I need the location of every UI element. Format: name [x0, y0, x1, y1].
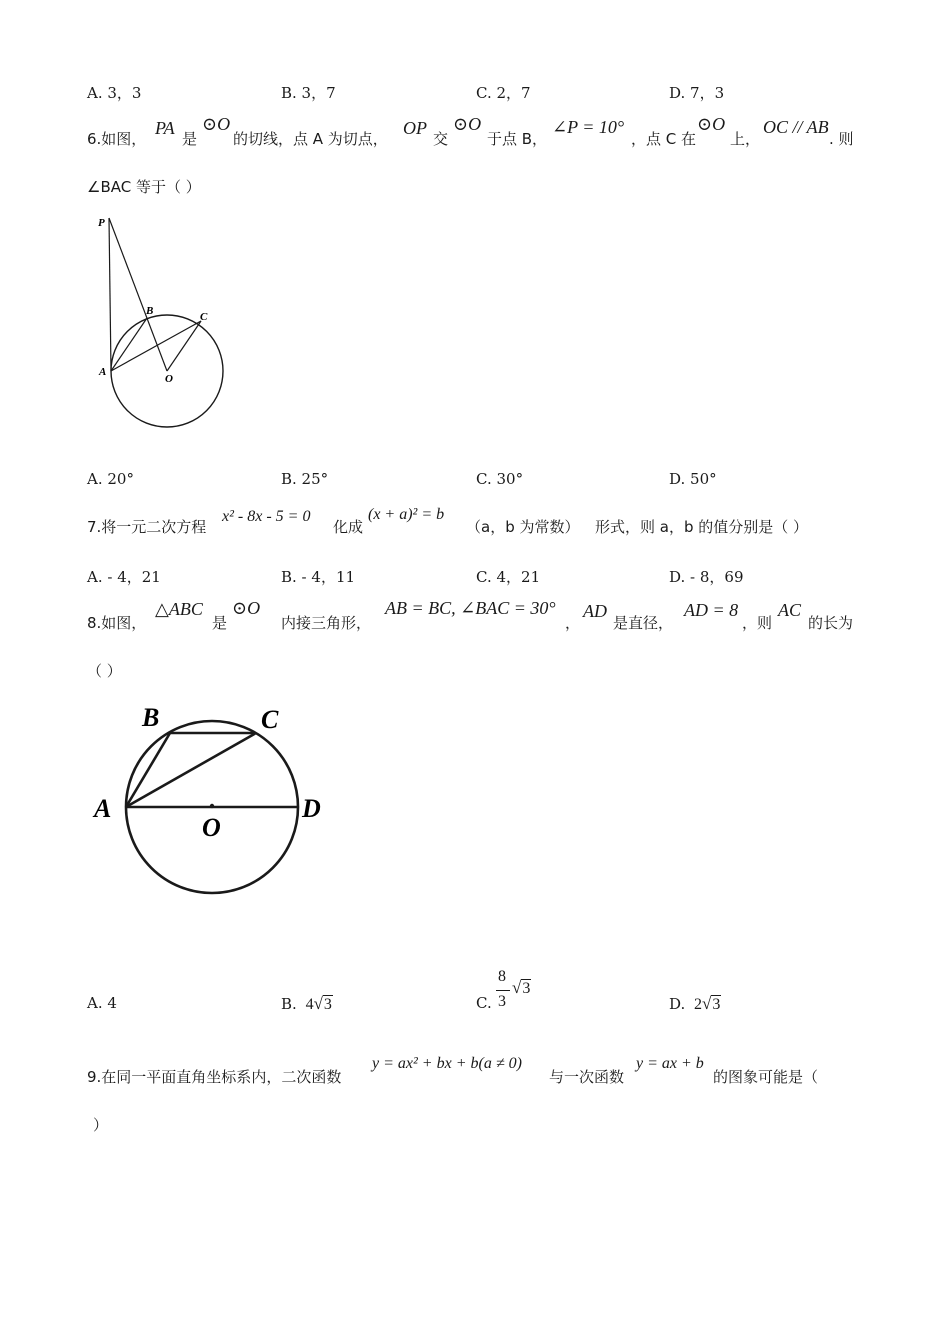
q8-option-a: A. 4 [87, 994, 117, 1012]
q8-number: 8.如图， [87, 614, 147, 632]
q9-text-1: 与一次函数 [549, 1068, 625, 1086]
q7-option-b: B. - 4，11 [281, 568, 356, 586]
q6-oc-parallel-ab: OC // AB [763, 117, 829, 137]
q6-number: 6.如图， [87, 130, 147, 148]
q6-label-c: C [200, 311, 208, 323]
q8-option-b: B. 4√3 [281, 994, 332, 1013]
q6-text-5: ，点 C 在 [631, 130, 697, 148]
q8-option-c-radicand: 3 [522, 980, 531, 997]
q8-option-d-radicand: 3 [712, 996, 721, 1013]
q6-figure [90, 210, 240, 430]
q8-line-2: （ ） [87, 662, 122, 680]
q8-line-ac [126, 733, 256, 807]
q8-option-c-fraction-bar [496, 990, 510, 991]
q6-label-b: B [146, 305, 154, 317]
q9-line-2: ） [93, 1116, 109, 1134]
q7-option-a: A. - 4，21 [87, 568, 161, 586]
q7-number: 7.将一元二次方程 [87, 518, 207, 536]
q8-text-4: 是直径， [613, 614, 674, 632]
q8-text-3: ， [565, 614, 581, 632]
q6-line-2: ∠BAC 等于（ ） [87, 178, 201, 196]
q6-line-ac [111, 321, 201, 371]
q6-label-o: O [165, 373, 173, 385]
q8-option-b-radicand: 3 [323, 996, 332, 1013]
q6-text-6: 上， [730, 130, 761, 148]
q8-option-c-prefix: C. [476, 994, 492, 1012]
q8-figure [90, 700, 340, 900]
q5-option-a: A. 3，3 [87, 84, 142, 102]
q6-line-oc [167, 321, 201, 371]
q8-ad-equals-8: AD = 8 [684, 600, 739, 620]
q9-text-2: 的图象可能是（ [713, 1068, 819, 1086]
q9-number: 9.在同一平面直角坐标系内，二次函数 [87, 1068, 342, 1086]
q6-option-b: B. 25° [281, 470, 329, 488]
q6-circle-o-2: ⊙O [453, 114, 482, 134]
q8-label-d: D [302, 794, 321, 823]
q8-label-o: O [202, 813, 221, 842]
q7-option-d: D. - 8，69 [669, 568, 744, 586]
q6-option-d: D. 50° [669, 470, 717, 488]
q8-option-c-sqrt: √3 [512, 978, 531, 997]
q8-option-d-coef: 2 [694, 996, 703, 1013]
q6-line-pa [109, 218, 111, 371]
q7-option-c: C. 4，21 [476, 568, 541, 586]
q7-equation: x² - 8x - 5 = 0 [222, 508, 311, 525]
q7-form: (x + a)² = b [368, 506, 445, 523]
q8-option-c-numerator: 8 [498, 968, 506, 985]
q6-option-a: A. 20° [87, 470, 134, 488]
q7-text-1: 化成 [333, 518, 364, 536]
q6-label-p: P [98, 217, 105, 229]
q8-ad: AD [583, 601, 607, 621]
q6-circle-o-1: ⊙O [202, 114, 231, 134]
q7-text-2: （a，b 为常数） [466, 518, 580, 536]
q8-option-b-coef: 4 [305, 996, 314, 1013]
q8-circle-o: ⊙O [232, 598, 261, 618]
q6-angle-p: ∠P = 10° [552, 117, 625, 137]
q6-pa: PA [155, 118, 175, 138]
q6-op: OP [403, 118, 427, 138]
q6-text-4: 于点 B， [487, 130, 548, 148]
q6-line-ab [111, 318, 147, 371]
q8-center-dot [210, 804, 214, 808]
q6-text-7: . 则 [829, 130, 854, 148]
q8-label-a: A [94, 794, 112, 823]
q6-label-a: A [99, 366, 107, 378]
q8-text-1: 是 [212, 614, 228, 632]
q8-triangle-abc: △ABC [155, 599, 203, 619]
q6-line-po [109, 218, 167, 371]
q8-condition: AB = BC, ∠BAC = 30° [385, 598, 556, 618]
q6-option-c: C. 30° [476, 470, 524, 488]
q9-quadratic: y = ax² + bx + b(a ≠ 0) [372, 1055, 522, 1072]
q8-option-d-prefix: D. [669, 995, 686, 1013]
q6-text-3: 交 [433, 130, 449, 148]
q8-text-6: 的长为 [808, 614, 854, 632]
q8-ac: AC [778, 600, 802, 620]
q8-label-c: C [261, 705, 279, 734]
q5-option-c: C. 2，7 [476, 84, 531, 102]
q8-text-2: 内接三角形， [281, 614, 372, 632]
q8-text-5: ，则 [742, 614, 773, 632]
q6-circle-o-3: ⊙O [697, 114, 726, 134]
q8-option-c-denominator: 3 [498, 993, 506, 1010]
q9-linear: y = ax + b [636, 1055, 704, 1072]
q8-option-d: D. 2√3 [669, 994, 721, 1013]
q6-text-1: 是 [182, 130, 198, 148]
q8-option-b-prefix: B. [281, 995, 297, 1013]
q6-text-2: 的切线，点 A 为切点， [233, 130, 388, 148]
q8-label-b: B [142, 703, 160, 732]
q5-option-d: D. 7，3 [669, 84, 725, 102]
q7-text-3: 形式，则 a，b 的值分别是（ ） [595, 518, 809, 536]
q5-option-b: B. 3，7 [281, 84, 336, 102]
